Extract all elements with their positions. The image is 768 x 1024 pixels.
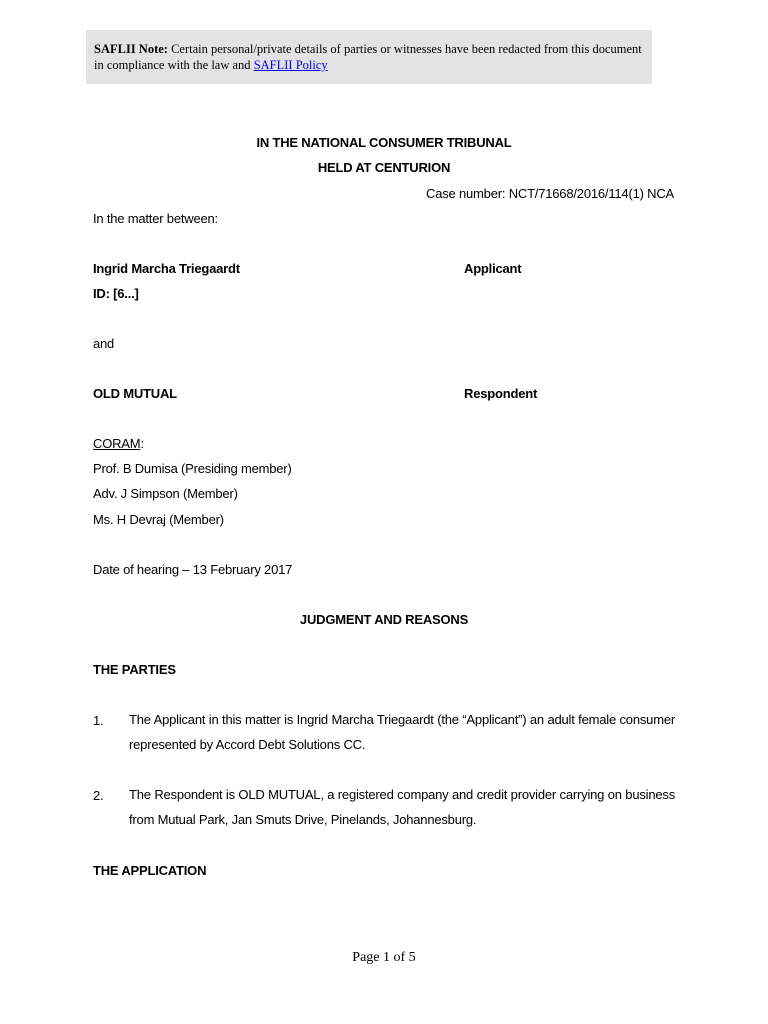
paragraph-number: 1. (93, 713, 104, 728)
paragraph-number: 2. (93, 788, 104, 803)
paragraph-text: The Respondent is OLD MUTUAL, a registered company and credit provider carrying on business from Mutual Park, Jan Smuts Drive, Pinelands, Johannesburg. (129, 787, 675, 827)
judgment-title: JUDGMENT AND REASONS (299, 612, 469, 627)
paragraph-text: The Applicant in this matter is Ingrid Marcha Triegaardt (the “Applicant”) an adult female consumer represented by Accord Debt Solutions CC. (129, 712, 675, 752)
coram-member: Adv. J Simpson (Member) (93, 486, 238, 501)
coram-member: Ms. H Devraj (Member) (93, 512, 224, 527)
respondent-role: Respondent (464, 386, 538, 401)
note-text: Certain personal/private details of parties or witnesses have been redacted from this document in compliance with the law and (94, 42, 642, 72)
and-text: and (93, 336, 115, 351)
applicant-id: ID: [6...] (93, 286, 139, 301)
applicant-role: Applicant (464, 261, 522, 276)
coram-member: Prof. B Dumisa (Presiding member) (93, 461, 292, 476)
saflii-note-box (86, 30, 652, 84)
held-at-heading: HELD AT CENTURION (317, 160, 451, 175)
respondent-name: OLD MUTUAL (93, 386, 177, 401)
coram-label: CORAM (93, 436, 141, 451)
coram-heading (93, 436, 144, 451)
page-footer: Page 1 of 5 (352, 950, 416, 965)
case-number: Case number: NCT/71668/2016/114(1) NCA (426, 186, 674, 201)
date-of-hearing: Date of hearing – 13 February 2017 (93, 562, 293, 577)
coram-colon: : (140, 436, 144, 451)
court-heading: IN THE NATIONAL CONSUMER TRIBUNAL (256, 135, 512, 150)
saflii-policy-link[interactable]: SAFLII Policy (253, 58, 328, 72)
matter-between: In the matter between: (93, 211, 218, 226)
note-label: SAFLII Note: (94, 42, 168, 56)
applicant-name: Ingrid Marcha Triegaardt (93, 261, 240, 276)
section-heading-application: THE APPLICATION (93, 863, 207, 878)
section-heading-parties: THE PARTIES (93, 662, 176, 677)
